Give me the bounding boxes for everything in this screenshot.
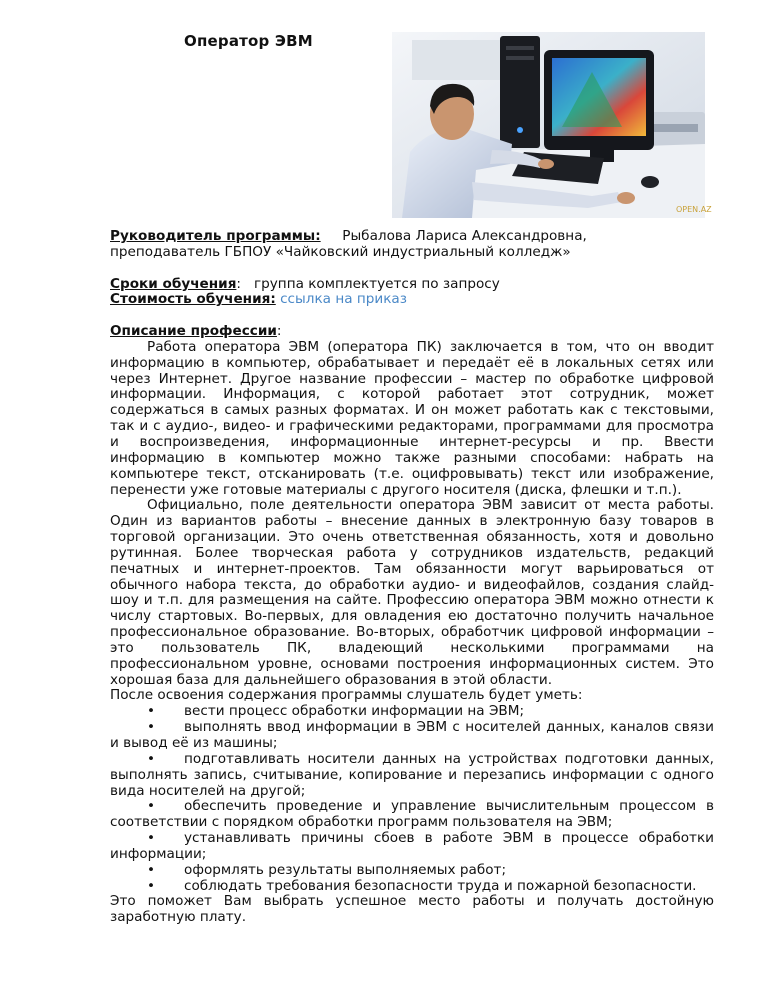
cost-line: [110, 292, 714, 308]
list-item: • оформлять результаты выполняемых работ;: [147, 861, 507, 878]
terms-label: Сроки обучения: [110, 275, 237, 292]
list-item: • вести процесс обработки информации на ЭВМ;: [147, 703, 525, 720]
document-body: [110, 229, 714, 926]
leader-role: преподаватель ГБПОУ «Чайковский индустриальный колледж»: [110, 243, 571, 260]
leader-name: Рыбалова Лариса Александровна,: [342, 228, 587, 244]
list-item: • обеспечить проведение и управление вычислительным процессом в соответствии с порядком обработки программ пользователя на ЭВМ;: [110, 798, 714, 831]
bullet-icon: •: [147, 877, 156, 894]
list-item: • соблюдать требования безопасности труда и пожарной безопасности.: [147, 877, 697, 894]
cost-label: Стоимость обучения:: [110, 291, 276, 308]
bullet-icon: •: [147, 719, 156, 736]
bullet-icon: •: [147, 703, 156, 720]
watermark-text: OPEN.AZ: [676, 205, 712, 214]
page-title: Оператор ЭВМ: [184, 32, 313, 50]
terms-line: Сроки обучения: группа комплектуется по запросу: [110, 275, 500, 292]
description-heading: Описание профессии:: [110, 323, 282, 340]
leader-line: [110, 229, 714, 245]
bullet-icon: •: [147, 798, 156, 815]
leader-label: Руководитель программы:: [110, 228, 321, 244]
terms-value: группа комплектуется по запросу: [253, 275, 500, 292]
closing-paragraph: Это поможет Вам выбрать успешное место работы и получать достойную заработную плату.: [110, 893, 714, 926]
computer-operator-illustration: [392, 32, 712, 218]
paragraph-2: Официально, поле деятельности оператора ЭВМ зависит от места работы. Один из вариантов работы – внесение данных в электронную базу товаров в торговой организации. Это очень ответственная обязанность, хотя и довольно рутинная. Более творческая работа у сотрудников издательств, редакций печатных и интернет-проектов. Там обязанности могут варьироваться от обычного набора текста, до обработки аудио- и видеофайлов, создания слайд-шоу и т.п. для размещения на сайте. Профессию оператора ЭВМ можно отнести к числу стартовых. Во-первых, для овладения ею достаточно получить начальное профессиональное образование. Во-вторых, обработчик цифровой информации – это пользователь ПК, владеющий несколькими программами на профессиональном уровне, основами построения информационных систем. Это хорошая база для дальнейшего образования в этой области.: [110, 497, 714, 688]
list-item: • выполнять ввод информации в ЭВМ с носителей данных, каналов связи и вывод её из машины;: [110, 719, 714, 751]
list-item: • подготавливать носители данных на устройствах подготовки данных, выполнять запись, считывание, копирование и перезапись информации с одного вида носителей на другой;: [110, 750, 714, 799]
skills-list: [110, 704, 714, 894]
list-intro: После освоения содержания программы слушатель будет уметь:: [110, 687, 583, 704]
bullet-icon: •: [147, 830, 156, 847]
operator-photo: [392, 32, 712, 218]
paragraph-1: Работа оператора ЭВМ (оператора ПК) заключается в том, что он вводит информацию в компьютер, обрабатывает и передаёт её в локальных сетях или через Интернет. Другое название профессии – мастер по обработке цифровой информации. Информация, с которой работает этот сотрудник, может содержаться в самых разных форматах. И он может работать как с текстовыми, так и с аудио-, видео- и графическими редакторами, программами для просмотра и воспроизведения, информационные интернет-ресурсы и пр. Ввести информацию в компьютер можно также разными способами: набрать на компьютере текст, отсканировать (т.е. оцифровывать) текст или изображение, перенести уже готовые материалы с другого носителя (диска, флешки и т.п.).: [110, 338, 714, 498]
order-link[interactable]: ссылка на приказ: [275, 291, 407, 308]
list-item: • устанавливать причины сбоев в работе ЭВМ в процессе обработки информации;: [110, 830, 714, 862]
bullet-icon: •: [147, 750, 156, 767]
bullet-icon: •: [147, 861, 156, 878]
description-label: Описание профессии: [110, 323, 277, 340]
